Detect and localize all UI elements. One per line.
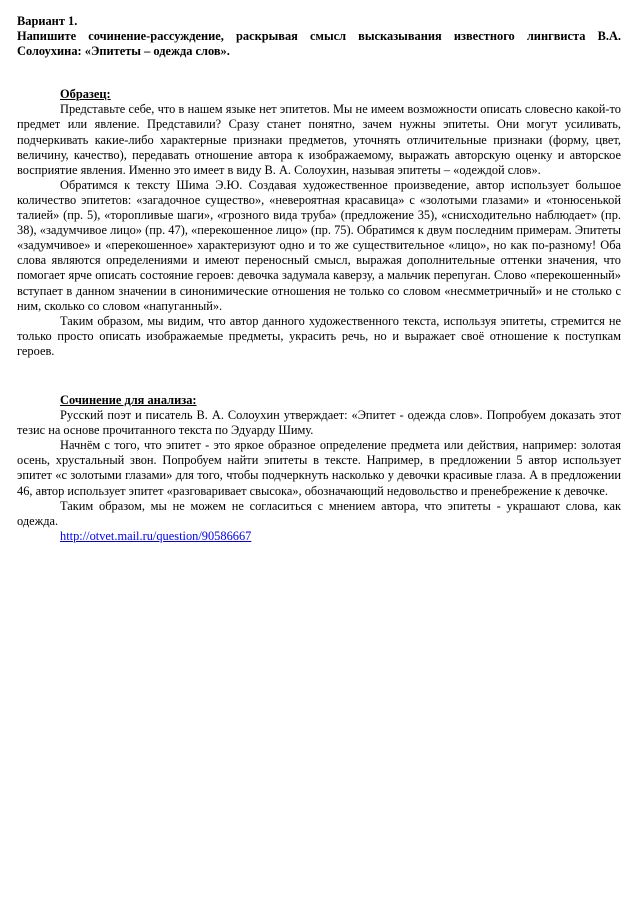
variant-title: Вариант 1. <box>17 14 78 28</box>
sample-paragraph: Таким образом, мы видим, что автор данного художественного текста, используя эпитеты, стремится не только просто описать изображаемые предметы, украсить речь, но и выражает своё отношение к поступкам героев. <box>17 313 621 358</box>
sample-paragraph: Представьте себе, что в нашем языке нет эпитетов. Мы не имеем возможности описать словесно какой-то предмет или явление. Представили? Сразу станет понятно, зачем нужны эпитеты. Они могут усиливать, подчеркивать какие-либо характерные признаки предметов, уточнять отличительные признаки (форму, цвет, величину, качество), передавать отношение автора к изображаемому, выражать авторскую оценку и авторское восприятие явления. Именно это имеет в виду В. А. Солоухин, называя эпитеты – «одеждой слов». <box>17 102 621 177</box>
sample-heading: Образец: <box>60 87 111 102</box>
sample-section <box>17 87 621 359</box>
source-link[interactable]: http://otvet.mail.ru/question/90586667 <box>60 528 252 543</box>
task-statement: Напишите сочинение-рассуждение, раскрывая смысл высказывания известного лингвиста В.А. Солоухина: «Эпитеты – одежда слов». <box>17 29 621 59</box>
analysis-paragraph: Таким образом, мы не можем не согласиться с мнением автора, что эпитеты - украшают слова, как одежда. <box>17 498 621 528</box>
sample-paragraph: Обратимся к тексту Шима Э.Ю. Создавая художественное произведение, автор использует большое количество эпитетов: «загадочное существо», «невероятная красавица» с «золотыми глазами» и «тонюсенькой талией» (пр. 5), «торопливые шаги», «грозного вида труба» (предложение 35), «снисходительно наблюдает» (пр. 38), «задумчивое лицо» (пр. 47), «перекошенное лицо» (пр. 75). Обратимся к двум последним примерам. Эпитеты «задумчивое» и «перекошенное» характеризуют одно и то же существительное «лицо», но как по-разному! Оба слова являются определениями и имеют переносный смысл, выражая дополнительные оттенки значения, что помогает ярче описать состояние героев: девочка задумала каверзу, а мальчик перепуган. Слово «перекошенный» вступает в данном значении в синонимические отношения не только со словом «несмметричный» и не столько с ним, сколько со словом «напуганный». <box>17 177 621 313</box>
spacer <box>17 59 621 87</box>
analysis-section <box>17 393 621 544</box>
analysis-paragraph: Русский поэт и писатель В. А. Солоухин утверждает: «Эпитет - одежда слов». Попробуем доказать этот тезис на основе прочитанного текста по Эдуарду Шиму. <box>17 408 621 438</box>
spacer <box>17 359 621 393</box>
analysis-heading: Сочинение для анализа: <box>60 392 197 407</box>
analysis-paragraph: Начнём с того, что эпитет - это яркое образное определение предмета или действия, например: золотая осень, хрустальный звон. Попробуем найти эпитеты в тексте. Например, в предложении 5 автор использует эпитет «с золотыми глазами» для того, чтобы подчеркнуть насколько у девочки красивые глаза. А в предложении 46, автор использует эпитет «разговаривает свысока», обозначающий недовольство и пренебрежение к девочке. <box>17 438 621 498</box>
